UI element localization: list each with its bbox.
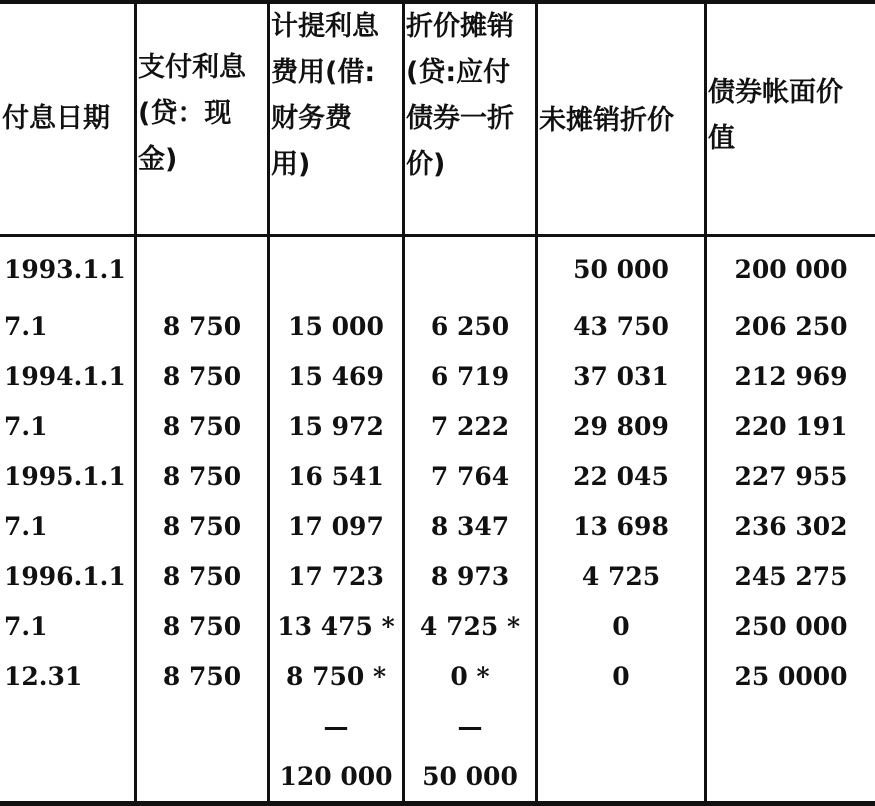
table-cell-unamortized-discount: 22 045	[573, 462, 669, 491]
table-cell-carrying-value: 212 969	[734, 362, 848, 391]
table-cell-date: 7.1	[4, 512, 48, 541]
header-carrying-value: 债券帐面价 值	[708, 77, 843, 154]
table-cell-discount-amortization: 50 000	[422, 762, 518, 791]
table-cell-carrying-value	[707, 702, 875, 752]
header-payment-date: 付息日期	[2, 103, 110, 134]
table-cell-unamortized-discount: 13 698	[573, 512, 669, 541]
table-cell-unamortized-discount: 43 750	[573, 312, 669, 341]
table-cell-date: 7.1	[4, 412, 48, 441]
table-cell-interest-paid: 8 750	[162, 362, 242, 391]
table-cell-discount-amortization: 4 725 *	[419, 612, 521, 641]
table-cell-interest-paid	[137, 245, 267, 295]
table-cell-interest-expense: 13 475 *	[277, 612, 395, 641]
header-interest-expense: 计提利息 费用(借: 财务费 用)	[271, 11, 379, 180]
table-cell-date: 1994.1.1	[4, 362, 126, 391]
table-cell-interest-expense: 15 972	[288, 412, 384, 441]
table-cell-carrying-value: 236 302	[734, 512, 848, 541]
table-cell-interest-expense: 8 750 *	[285, 662, 387, 691]
header-bottom-border	[0, 234, 875, 237]
table-cell-interest-paid: 8 750	[162, 512, 242, 541]
table-cell-interest-expense	[270, 245, 402, 295]
table-cell-date: 1995.1.1	[4, 462, 126, 491]
table-cell-discount-amortization: 8 973	[430, 562, 510, 591]
table-cell-interest-expense: 17 723	[288, 562, 384, 591]
table-cell-interest-expense: 15 469	[288, 362, 384, 391]
table-cell-date: 1996.1.1	[4, 562, 126, 591]
table-cell-interest-expense: 17 097	[288, 512, 384, 541]
table-cell-date: 12.31	[4, 662, 83, 691]
table-cell-interest-paid: 8 750	[162, 612, 242, 641]
table-cell-unamortized-discount	[538, 702, 704, 752]
table-cell-unamortized-discount: 0	[612, 662, 630, 691]
table-cell-date: 1993.1.1	[4, 255, 126, 284]
table-cell-discount-amortization: 7 222	[430, 412, 510, 441]
table-cell-carrying-value: 206 250	[734, 312, 848, 341]
table-cell-interest-paid	[137, 752, 267, 802]
table-cell-discount-amortization: —	[457, 712, 483, 741]
table-cell-carrying-value: 227 955	[734, 462, 848, 491]
header-unamortized-discount: 未摊销折价	[539, 105, 674, 136]
table-cell-discount-amortization: 8 347	[430, 512, 510, 541]
table-cell-date	[4, 702, 134, 752]
table-cell-unamortized-discount: 0	[612, 612, 630, 641]
table-cell-carrying-value: 200 000	[734, 255, 848, 284]
header-interest-paid: 支付利息 (贷：现 金)	[138, 52, 246, 175]
table-cell-date	[4, 752, 134, 802]
table-cell-interest-paid: 8 750	[162, 412, 242, 441]
table-cell-unamortized-discount: 4 725	[581, 562, 661, 591]
table-cell-carrying-value: 220 191	[734, 412, 848, 441]
table-cell-discount-amortization: 7 764	[430, 462, 510, 491]
table-cell-discount-amortization: 6 719	[430, 362, 510, 391]
table-cell-unamortized-discount: 37 031	[573, 362, 669, 391]
header-discount-amortization: 折价摊销 (贷:应付 债券一折 价)	[406, 11, 514, 180]
table-cell-interest-expense: 16 541	[288, 462, 384, 491]
table-cell-carrying-value: 25 0000	[734, 662, 848, 691]
table-cell-carrying-value: 250 000	[734, 612, 848, 641]
table-cell-unamortized-discount: 50 000	[573, 255, 669, 284]
table-cell-unamortized-discount	[538, 752, 704, 802]
table-cell-date: 7.1	[4, 312, 48, 341]
table-cell-interest-paid: 8 750	[162, 312, 242, 341]
table-cell-interest-paid: 8 750	[162, 562, 242, 591]
table-cell-discount-amortization: 6 250	[430, 312, 510, 341]
table-cell-carrying-value: 245 275	[734, 562, 848, 591]
table-cell-discount-amortization	[405, 245, 535, 295]
table-cell-discount-amortization: 0 *	[450, 662, 490, 691]
table-cell-unamortized-discount: 29 809	[573, 412, 669, 441]
table-cell-interest-expense: —	[323, 712, 349, 741]
table-cell-interest-expense: 120 000	[279, 762, 393, 791]
table-cell-date: 7.1	[4, 612, 48, 641]
table-cell-carrying-value	[707, 752, 875, 802]
table-cell-interest-paid	[137, 702, 267, 752]
table-cell-interest-paid: 8 750	[162, 662, 242, 691]
table-cell-interest-expense: 15 000	[288, 312, 384, 341]
table-cell-interest-paid: 8 750	[162, 462, 242, 491]
